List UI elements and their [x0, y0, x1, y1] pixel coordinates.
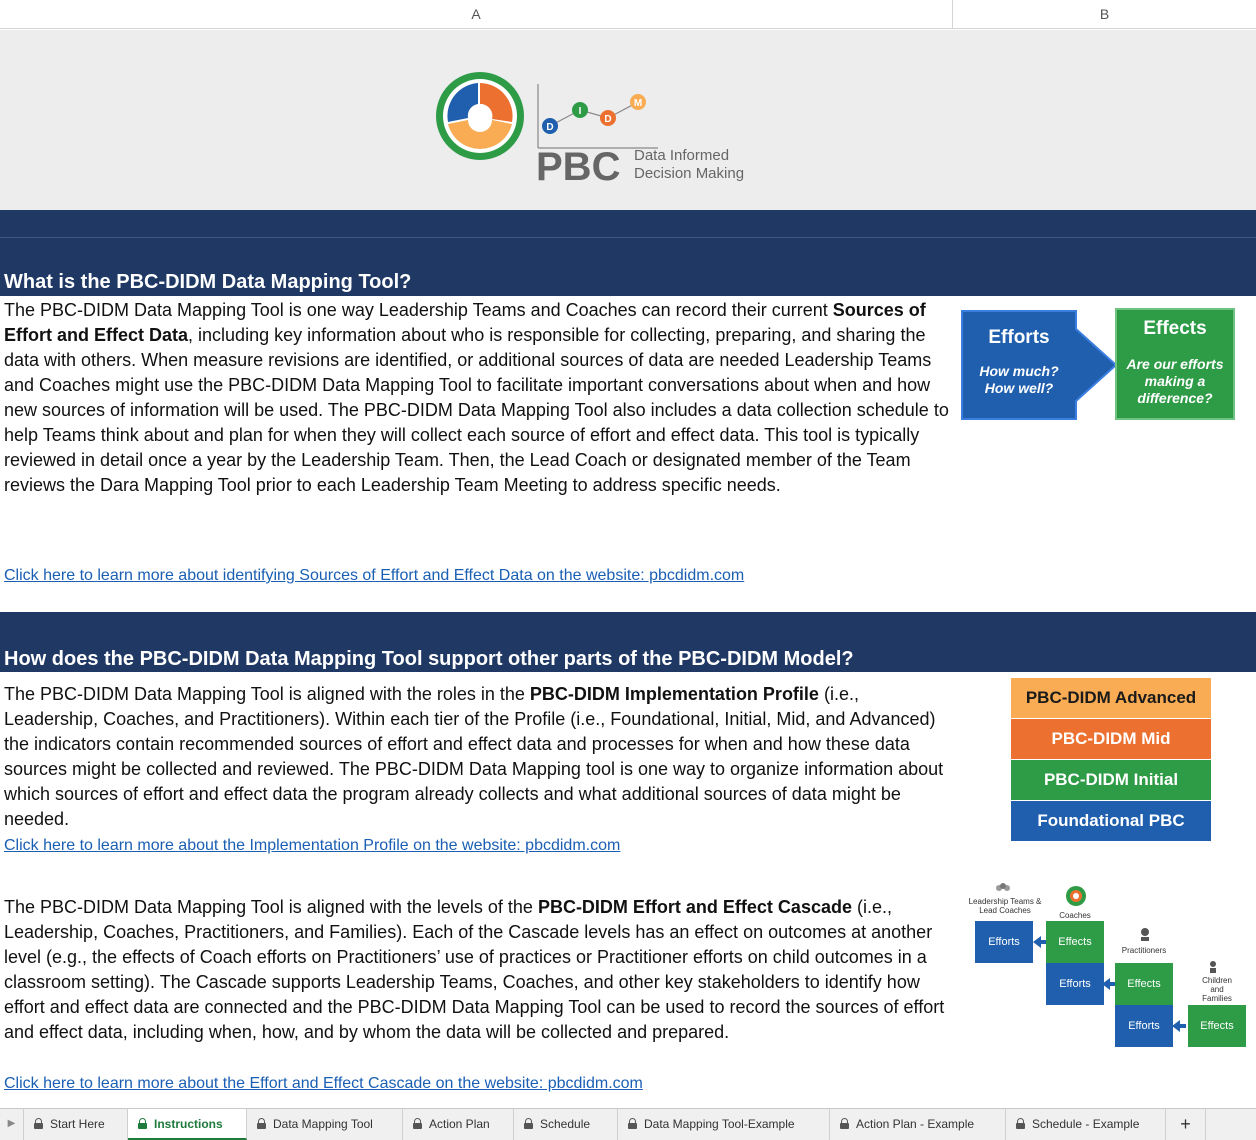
tab-schedule[interactable] — [514, 1109, 618, 1140]
section2-p2-text-a: The PBC-DIDM Data Mapping Tool is aligned with the levels of the — [4, 897, 538, 917]
cascade-effects-3: Effects — [1188, 1005, 1246, 1047]
logo-tagline-1: Data Informed — [634, 147, 730, 164]
sources-link[interactable]: Click here to learn more about identifying Sources of Effort and Effect Data on the website: pbcdidm.com — [4, 567, 745, 584]
section1-text-bold: Sources of Effort and Effect Data — [4, 300, 926, 345]
section2-p1-text-b: (i.e., Leadership, Coaches, and Practitioners). Within each tier of the Profile (i.e., Foundational, Initial, Mid, and Advanced) the indicators contain recommended sources of effort and effect data and processes for when and how these data sources might be collected and reviewed. The PBC-DIDM Data Mapping tool is one way to organize information about which sources of effort and effect data the program already collects and what additional sources of data might be needed. — [4, 684, 944, 829]
effects-box — [1116, 318, 1234, 407]
efforts-q1: How much? — [979, 363, 1059, 379]
cascade-label-families — [1192, 976, 1242, 1003]
tab-label: Start Here — [50, 1117, 105, 1131]
lock-icon — [840, 1118, 849, 1129]
lock-icon — [1016, 1118, 1025, 1129]
cascade-effects-1: Effects — [1046, 921, 1104, 963]
cascade-efforts-1: Efforts — [975, 921, 1033, 963]
column-header-bar — [0, 0, 1256, 29]
section2-paragraph-2 — [4, 895, 950, 1045]
tab-label: Data Mapping Tool — [273, 1117, 373, 1131]
cascade-label-leadership: Leadership Teams & Lead Coaches — [968, 897, 1042, 915]
lock-icon — [628, 1118, 637, 1129]
section2-paragraph-1 — [4, 682, 950, 832]
row-divider — [0, 237, 1256, 238]
column-header-b[interactable]: B — [1099, 6, 1110, 22]
tier-advanced: PBC-DIDM Advanced — [1011, 678, 1211, 718]
lock-icon — [413, 1118, 422, 1129]
tab-label: Schedule — [540, 1117, 591, 1131]
cascade-efforts-2: Efforts — [1046, 963, 1104, 1005]
effects-title: Effects — [1143, 318, 1207, 339]
cascade-link[interactable]: Click here to learn more about the Effort and Effect Cascade on the website: pbcdidm.com — [4, 1075, 643, 1092]
efforts-title: Efforts — [988, 327, 1050, 348]
cascade-families-line1: Children — [1202, 976, 1232, 985]
tab-data-mapping-tool-example[interactable] — [618, 1109, 830, 1140]
logo-tagline-2: Decision Making — [634, 165, 745, 182]
column-header-a[interactable]: A — [471, 6, 481, 22]
cascade-label-coaches: Coaches — [1059, 911, 1091, 920]
logo-letter-i: I — [578, 106, 582, 117]
logo-letter-d2: D — [604, 114, 612, 125]
tier-foundational: Foundational PBC — [1011, 801, 1211, 841]
tab-label: Schedule - Example — [1032, 1117, 1140, 1131]
cascade-label-practitioners: Practitioners — [1121, 946, 1167, 955]
lock-icon — [524, 1118, 533, 1129]
sheet-tab-bar — [0, 1108, 1256, 1140]
tab-data-mapping-tool[interactable] — [247, 1109, 403, 1140]
cascade-families-line2: and — [1210, 985, 1224, 994]
lock-icon — [138, 1118, 147, 1129]
effects-q2: making a — [1144, 373, 1206, 389]
tab-schedule-example[interactable] — [1006, 1109, 1166, 1140]
tab-label: Data Mapping Tool-Example — [644, 1117, 795, 1131]
efforts-q2: How well? — [984, 380, 1054, 396]
cascade-efforts-3: Efforts — [1115, 1005, 1173, 1047]
lock-icon — [34, 1118, 43, 1129]
tab-scroll-arrow[interactable]: ▶ — [0, 1109, 24, 1140]
cascade-families-line3: Families — [1202, 994, 1232, 1003]
section1-text-b: , including key information about who is responsible for collecting, preparing, and sharing the data with others. When measure revisions are identified, or additional sources of data are needed Leadership Teams and Coaches might use the PBC-DIDM Data Mapping Tool to facilitate important conversations about when and how new sources of information will be used. The PBC-DIDM Data Mapping Tool also includes a data collection schedule to help Teams think about and plan for when they will collect each source of effort and effect data. This tool is typically reviewed in detail once a year by the Leadership Team. Then, the Lead Coach or designated member of the Team reviews the Dara Mapping Tool prior to each Leadership Team Meeting to address specific needs. — [4, 325, 949, 495]
effects-q3: difference? — [1137, 390, 1213, 406]
tab-label: Action Plan - Example — [856, 1117, 975, 1131]
logo-brand: PBC — [536, 145, 621, 189]
tier-initial: PBC-DIDM Initial — [1011, 760, 1211, 800]
cascade-effects-2: Effects — [1115, 963, 1173, 1005]
tier-mid: PBC-DIDM Mid — [1011, 719, 1211, 759]
logo-letter-d: D — [546, 122, 554, 133]
section2-heading: How does the PBC-DIDM Data Mapping Tool support other parts of the PBC-DIDM Model? — [4, 648, 854, 670]
pbc-didm-logo — [428, 48, 768, 198]
logo-letter-m: M — [633, 98, 643, 109]
section2-p2-bold: PBC-DIDM Effort and Effect Cascade — [537, 897, 852, 917]
section2-p1-bold: PBC-DIDM Implementation Profile — [529, 684, 819, 704]
add-sheet-button[interactable]: + — [1166, 1109, 1206, 1140]
lock-icon — [257, 1118, 266, 1129]
efforts-box — [962, 327, 1076, 397]
section1-paragraph — [4, 298, 950, 498]
tab-label: Instructions — [154, 1117, 223, 1131]
tab-start-here[interactable] — [24, 1109, 128, 1140]
tab-action-plan-example[interactable] — [830, 1109, 1006, 1140]
section2-p2-text-b: (i.e., Leadership, Coaches, Practitioners, and Families). Each of the Cascade levels has an effect on outcomes at another level (e.g., the effects of Coach efforts on Practitioners’ use of practices or Practitioner efforts on child outcomes in a classroom setting). The Cascade supports Leadership Teams, Coaches, and other key stakeholders to identify how effort and effect data are connected and the PBC-DIDM Data Mapping Tool can be used to record the sources of effort and effect data, including when, how, and by whom the data will be collected and prepared. — [4, 897, 945, 1042]
section1-text-a: The PBC-DIDM Data Mapping Tool is one way Leadership Teams and Coaches can record their current — [4, 300, 833, 320]
logo-band — [0, 30, 1256, 210]
tab-label: Action Plan — [429, 1117, 490, 1131]
tab-instructions[interactable] — [128, 1109, 247, 1140]
section2-p1-text-a: The PBC-DIDM Data Mapping Tool is aligned with the roles in the — [4, 684, 530, 704]
effects-q1: Are our efforts — [1126, 356, 1224, 372]
implementation-profile-link[interactable]: Click here to learn more about the Implementation Profile on the website: pbcdidm.com — [4, 837, 621, 854]
tab-action-plan[interactable] — [403, 1109, 514, 1140]
section1-heading: What is the PBC-DIDM Data Mapping Tool? — [4, 271, 412, 293]
